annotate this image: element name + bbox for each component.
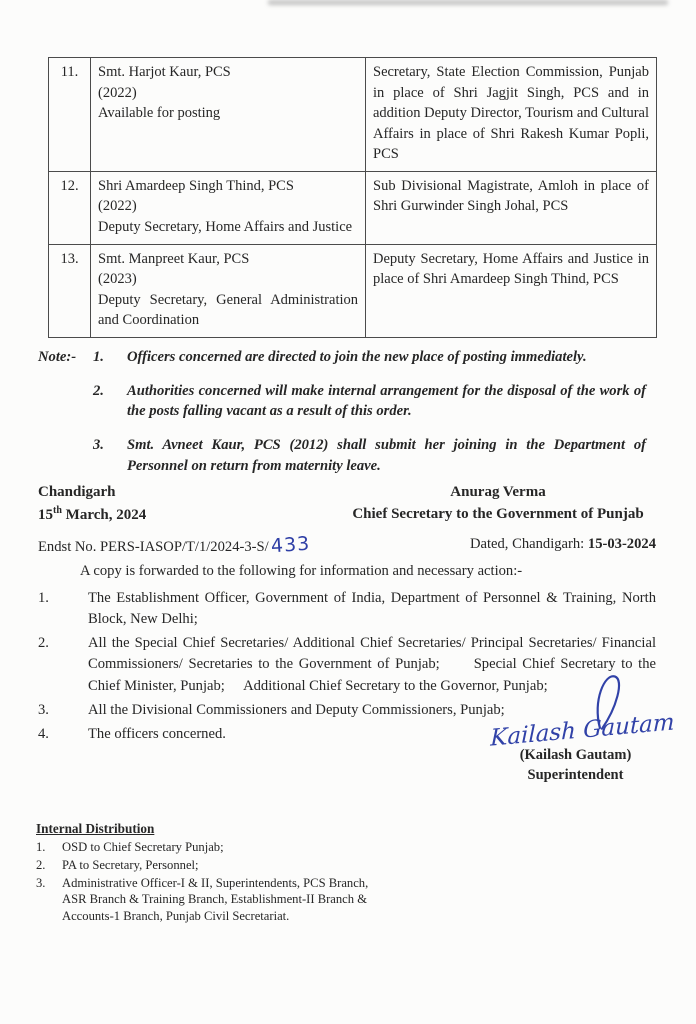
- officer-batch-year: (2023): [98, 271, 137, 288]
- signature-flourish-loop: [586, 665, 657, 731]
- internal-item: [36, 857, 388, 874]
- officer-designation: Deputy Secretary, Home Affairs and Justice: [98, 219, 353, 236]
- officer-batch-year: (2022): [98, 198, 137, 215]
- order-date-tail: March, 2024: [61, 506, 147, 523]
- order-date-day: 15: [38, 506, 53, 523]
- internal-item-number: 2.: [36, 858, 46, 873]
- note-item-text: Officers concerned are directed to join the new place of posting immediately.: [127, 349, 587, 365]
- note-section: [38, 347, 646, 490]
- note-item: [93, 381, 646, 422]
- list-item: [38, 633, 656, 696]
- note-item-number: 1.: [93, 349, 104, 365]
- endorsement-row: [38, 532, 656, 558]
- endst-reference: PERS-IASOP/T/1/2024-3-S/: [96, 539, 269, 555]
- new-posting: Deputy Secretary, Home Affairs and Justice in place of Shri Amardeep Singh Thind, PCS: [366, 244, 657, 337]
- new-posting: Sub Divisional Magistrate, Amloh in place of Shri Gurwinder Singh Johal, PCS: [366, 171, 657, 244]
- list-item-text: The officers concerned.: [88, 725, 226, 742]
- new-posting: Secretary, State Election Commission, Punjab in place of Shri Jagjit Singh, PCS and in addition Deputy Director, Tourism and Cultural Affairs in place of Shri Rakesh Kumar Popli, PCS: [366, 58, 657, 172]
- officer-cell: [91, 244, 366, 337]
- serial-number: 13.: [49, 244, 91, 337]
- internal-distribution-section: [36, 820, 388, 925]
- signature-printed-name: (Kailash Gautam): [519, 747, 632, 763]
- endst-label: Endst No.: [38, 539, 97, 555]
- table-row: [49, 244, 657, 337]
- internal-item-number: 1.: [36, 840, 46, 855]
- list-item: [38, 588, 656, 630]
- note-item-number: 2.: [93, 382, 104, 399]
- note-item: [93, 347, 646, 368]
- internal-item-text: OSD to Chief Secretary Punjab;: [62, 840, 224, 855]
- dated-value: 15-03-2024: [587, 536, 656, 552]
- list-item-text: All the Special Chief Secretaries/ Additional Chief Secretaries/ Principal Secretaries/ Financial Commissioners/ Secretaries to the Government of Punjab; Special Chief Secretary to the Chief Minister, Punjab; Additional Chief Secretary to the Governor, Punjab;: [88, 635, 656, 694]
- note-items: [93, 347, 646, 490]
- list-item-number: 3.: [38, 701, 49, 718]
- table-row: [49, 171, 657, 244]
- note-item: [93, 435, 646, 476]
- order-date-ordinal: th: [53, 504, 62, 516]
- list-item-number: 2.: [38, 635, 49, 652]
- officer-batch-year: (2022): [98, 84, 137, 101]
- signatory-block: [340, 482, 656, 526]
- officer-name: Smt. Manpreet Kaur, PCS: [98, 250, 250, 267]
- internal-item-text: Administrative Officer-I & II, Superintendents, PCS Branch, ASR Branch & Training Branch, Establishment-II Branch & Accounts-1 Branch, Punjab Civil Secretariat.: [62, 875, 369, 923]
- internal-distribution-heading: Internal Distribution: [36, 821, 155, 836]
- list-item-text: All the Divisional Commissioners and Deputy Commissioners, Punjab;: [88, 701, 505, 718]
- superintendent-signature-block: [488, 709, 675, 785]
- signature-title: Superintendent: [527, 766, 624, 783]
- scan-artifact: [268, 0, 668, 5]
- officer-designation: Deputy Secretary, General Administration and Coordination: [98, 291, 358, 329]
- officer-cell: [91, 171, 366, 244]
- note-item-text: Authorities concerned will make internal arrangement for the disposal of the work of the posts falling vacant as a result of this order.: [127, 382, 646, 420]
- list-item-number: 4.: [38, 725, 49, 742]
- endorsement-number: [38, 532, 311, 558]
- officer-name: Shri Amardeep Singh Thind, PCS: [98, 177, 294, 194]
- signatory-name: Anurag Verma: [450, 484, 546, 500]
- officer-designation: Available for posting: [98, 105, 221, 122]
- handwritten-endst-number: 433: [269, 532, 311, 558]
- internal-item: [36, 839, 388, 856]
- note-label: Note:-: [38, 349, 77, 365]
- copy-forwarded-line: A copy is forwarded to the following for information and necessary action:-: [80, 563, 523, 579]
- dated-label: Dated, Chandigarh:: [469, 536, 588, 552]
- internal-item-number: 3.: [36, 875, 46, 890]
- posting-order-table: [48, 57, 657, 338]
- officer-name: Smt. Harjot Kaur, PCS: [98, 64, 231, 80]
- serial-number: 12.: [49, 171, 91, 244]
- order-place: Chandigarh: [38, 484, 116, 500]
- internal-item-text: PA to Secretary, Personnel;: [62, 858, 199, 873]
- note-item-text: Smt. Avneet Kaur, PCS (2012) shall submit her joining in the Department of Personnel on return from maternity leave.: [127, 437, 646, 474]
- list-item-text: The Establishment Officer, Government of India, Department of Personnel & Training, North Block, New Delhi;: [88, 590, 656, 628]
- handwritten-signature-text: Kailash Gautam: [490, 709, 675, 752]
- serial-number: 11.: [49, 58, 91, 172]
- place-and-date: [38, 482, 146, 527]
- table-row: [49, 58, 657, 172]
- list-item-number: 1.: [38, 590, 49, 606]
- endorsement-date: [470, 536, 656, 553]
- note-item-number: 3.: [93, 437, 104, 454]
- order-date: [38, 504, 146, 527]
- signatory-title: Chief Secretary to the Government of Punjab: [352, 505, 644, 522]
- internal-item: [36, 875, 388, 925]
- officer-cell: [91, 58, 366, 172]
